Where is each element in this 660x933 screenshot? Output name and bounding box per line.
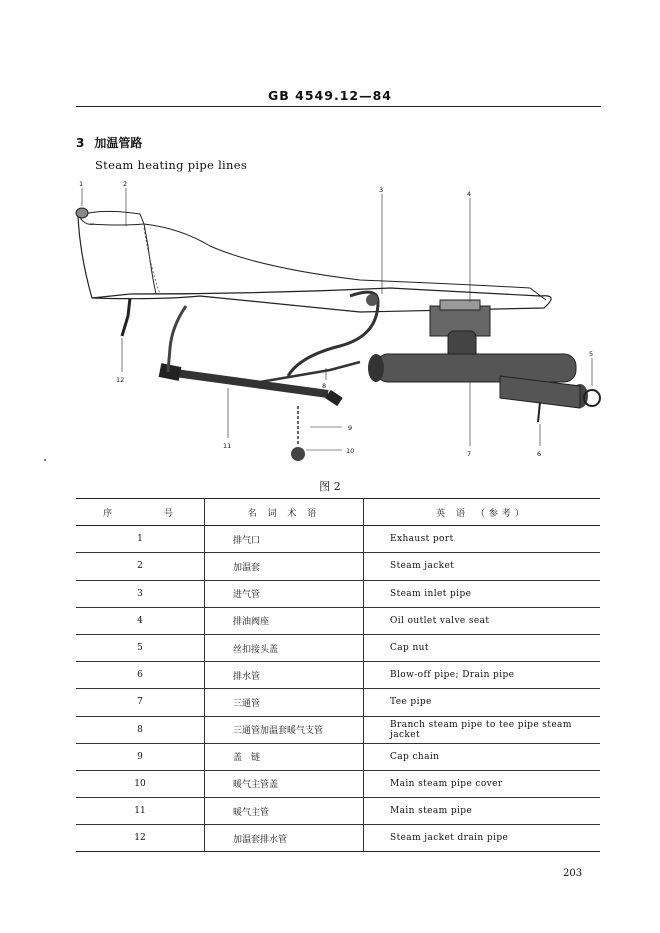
row-cn-term: 进气管 [205,580,364,607]
header-number-a: 序 [102,508,116,519]
table-row [76,607,600,634]
row-number: 4 [76,607,205,634]
header-number-b: 号 [164,508,178,519]
row-cn-term: 三通管 [205,689,364,716]
row-cn-term: 排油阀座 [205,607,364,634]
table-row [76,553,600,580]
row-number: 11 [76,798,205,825]
row-en-term: Tee pipe [390,697,432,708]
row-number: 9 [76,743,205,770]
section-number: 3 [76,136,85,150]
table-row [76,743,600,770]
callout-8: 8 [322,382,327,390]
terms-table [76,498,600,852]
page-number: 203 [563,868,583,879]
row-number: 7 [76,689,205,716]
header-cn-term: 名 词 术 语 [205,499,364,526]
header-en-term: 英 语 （参考） [436,508,528,519]
row-number: 1 [76,526,205,553]
row-en-term: Cap nut [390,643,429,654]
row-number: 3 [76,580,205,607]
scan-speck [44,459,46,461]
figure-caption: 图 2 [319,480,341,493]
section-title [76,134,142,151]
row-en-term: Steam inlet pipe [390,588,472,599]
header-rule [76,106,601,107]
row-cn-term: 暖气主管盖 [205,770,364,797]
row-en-term: Oil outlet valve seat [390,615,490,626]
section-title-en: Steam heating pipe lines [95,158,248,172]
row-cn-term: 加温套 [205,553,364,580]
callout-2: 2 [123,180,128,188]
table-row [76,526,600,553]
callout-3: 3 [379,186,384,194]
row-number: 12 [76,825,205,852]
standard-code: GB 4549.12—84 [268,88,392,103]
row-en-term: Steam jacket drain pipe [390,833,509,844]
row-cn-term: 排水管 [205,662,364,689]
callout-10: 10 [346,447,355,455]
table-row [76,634,600,661]
callout-6: 6 [537,450,542,458]
table-row [76,770,600,797]
row-cn-term: 三通管加温套暖气支管 [205,716,364,743]
section-title-cn: 加温管路 [94,136,143,150]
row-number: 2 [76,553,205,580]
row-cn-term: 丝扣接头盖 [205,634,364,661]
row-cn-term: 暖气主管 [205,798,364,825]
row-cn-term: 盖 链 [205,743,364,770]
row-en-term: Blow-off pipe; Drain pipe [390,670,515,681]
callout-5: 5 [589,350,594,358]
callout-1: 1 [79,180,84,188]
row-number: 8 [76,716,205,743]
table-row [76,798,600,825]
row-en-term: Exhaust port [390,534,454,545]
header-number [76,499,205,526]
callout-12: 12 [116,376,125,384]
row-cn-term: 排气口 [205,526,364,553]
table-row [76,662,600,689]
callout-9: 9 [348,424,353,432]
row-en-term: Cap chain [390,751,440,762]
callout-7: 7 [467,450,472,458]
callout-4: 4 [467,190,472,198]
callout-11: 11 [223,442,232,450]
table-row [76,580,600,607]
table-row [76,716,600,743]
row-en-term: Steam jacket [390,561,455,572]
table-header-row [76,499,600,526]
row-en-term: Main steam pipe cover [390,778,503,789]
row-cn-term: 加温套排水管 [205,825,364,852]
row-number: 6 [76,662,205,689]
row-en-term: Branch steam pipe to tee pipe steam jacket [390,719,572,740]
table-row [76,689,600,716]
table-row [76,825,600,852]
steam-pipe-diagram [60,176,605,476]
row-en-term: Main steam pipe [390,806,473,817]
row-number: 10 [76,770,205,797]
row-number: 5 [76,634,205,661]
